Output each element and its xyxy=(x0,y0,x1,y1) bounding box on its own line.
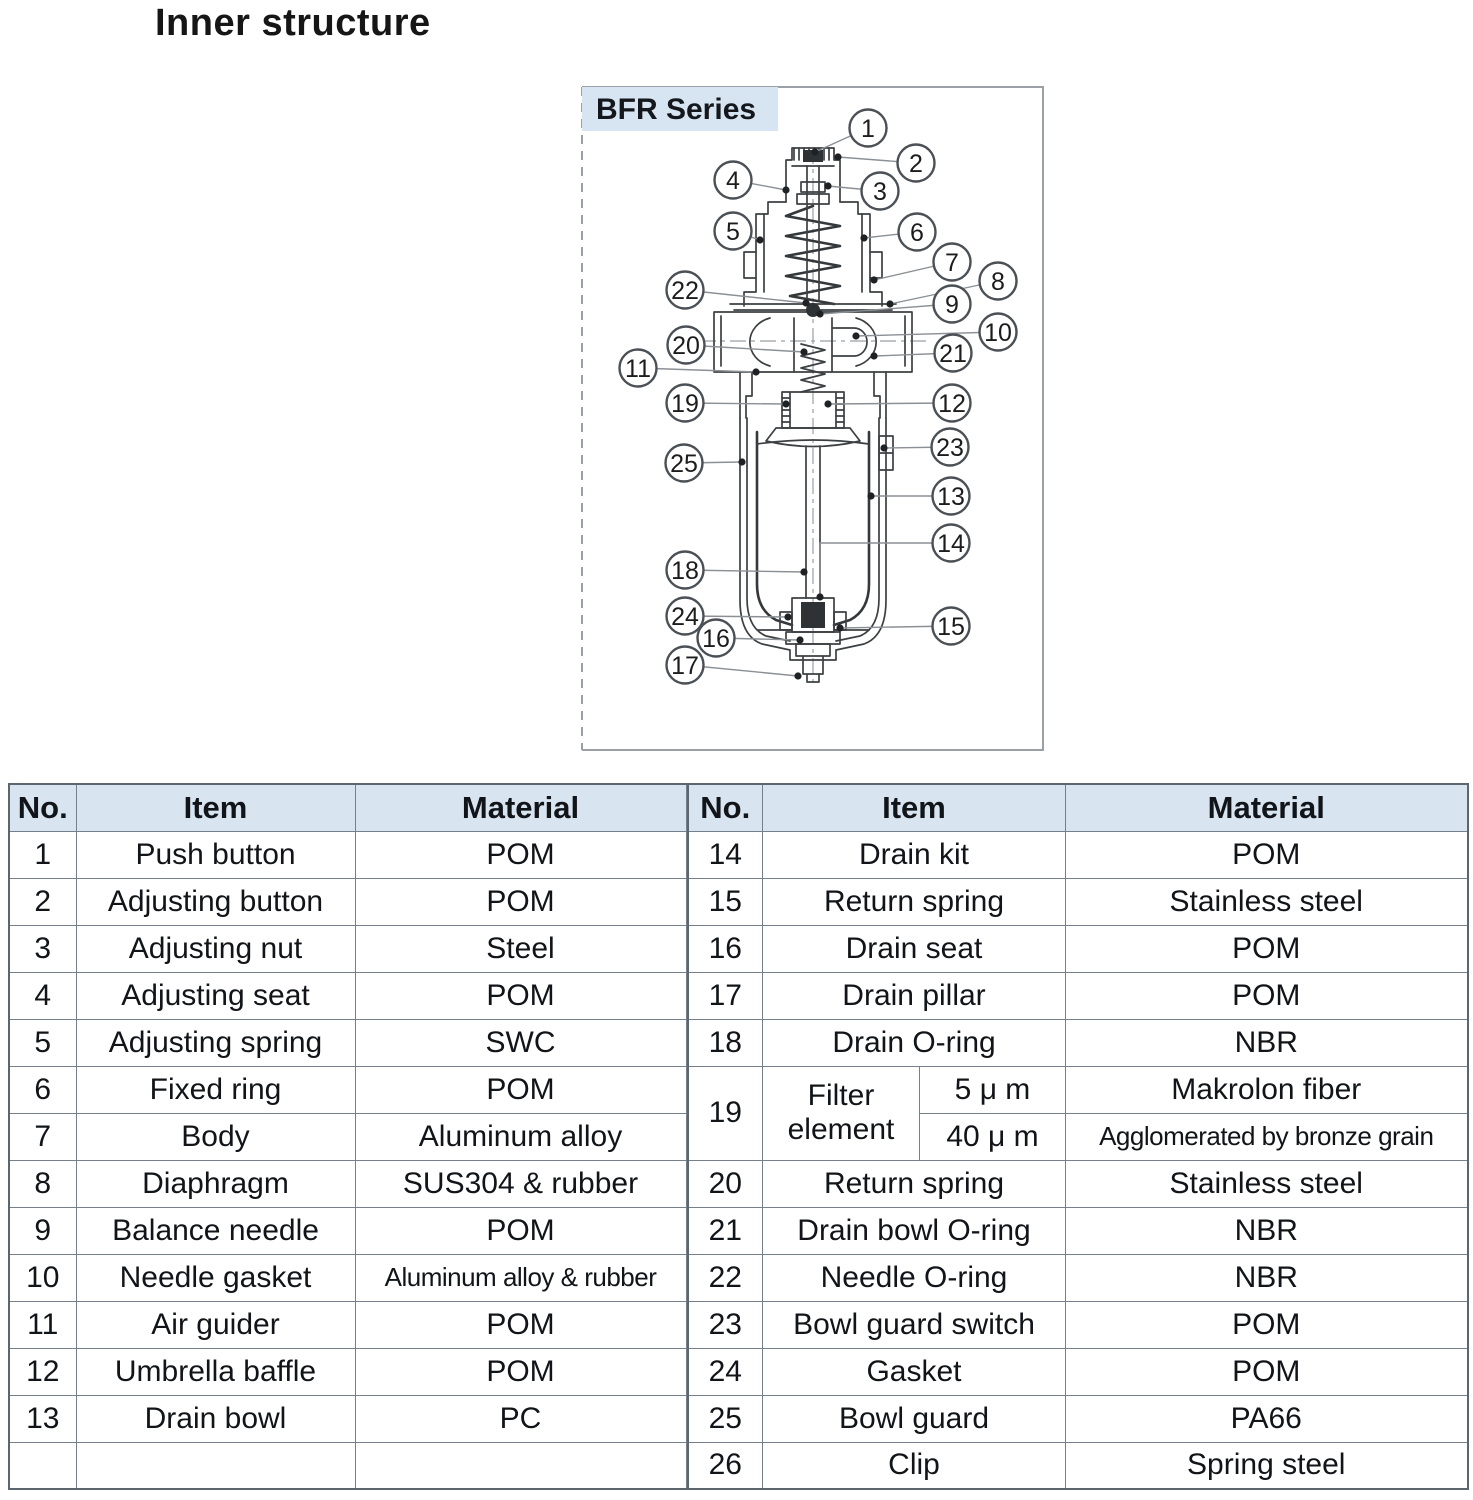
parts-table-left xyxy=(8,783,687,1490)
table-row xyxy=(9,925,686,972)
table-row xyxy=(9,972,686,1019)
table-row xyxy=(688,1019,1468,1066)
left-port-arc xyxy=(750,318,770,366)
callout-number: 17 xyxy=(671,651,699,680)
cell-material: Stainless steel xyxy=(1066,878,1468,925)
leader-dot-15 xyxy=(836,624,843,631)
callout-number: 7 xyxy=(945,248,959,277)
table-header-row xyxy=(9,784,686,831)
cell-material: Makrolon fiber xyxy=(1066,1066,1468,1113)
drain-kit-core xyxy=(801,602,825,628)
table-row xyxy=(9,1348,686,1395)
cell-item: Diaphragm xyxy=(76,1160,355,1207)
header-material: Material xyxy=(1066,784,1468,831)
leader-dot-9 xyxy=(816,310,823,317)
leader-dot-25 xyxy=(738,458,745,465)
cell-no: 17 xyxy=(688,972,763,1019)
cell-no: 21 xyxy=(688,1207,763,1254)
cell-no: 6 xyxy=(9,1066,76,1113)
cell-item: Push button xyxy=(76,831,355,878)
callout-number: 2 xyxy=(909,149,923,178)
cell-material: SUS304 & rubber xyxy=(355,1160,686,1207)
parts-table-right xyxy=(687,783,1469,1490)
table-row xyxy=(688,1348,1468,1395)
cell-material: POM xyxy=(1066,972,1468,1019)
cell-item: Return spring xyxy=(763,1160,1066,1207)
leader-dot-14 xyxy=(816,593,823,600)
cell-no: 3 xyxy=(9,925,76,972)
cell-grade: 40 μ m xyxy=(920,1113,1066,1160)
cell-item: Drain bowl xyxy=(76,1395,355,1442)
cell-item: Air guider xyxy=(76,1301,355,1348)
cell-item xyxy=(76,1442,355,1489)
table-row xyxy=(688,925,1468,972)
table-row xyxy=(688,831,1468,878)
bonnet-right xyxy=(840,202,882,306)
leader-dot-13 xyxy=(867,492,874,499)
cell-item: Needle O-ring xyxy=(763,1254,1066,1301)
callout-number: 16 xyxy=(702,624,730,653)
cell-no: 5 xyxy=(9,1019,76,1066)
cell-no: 1 xyxy=(9,831,76,878)
cell-material: POM xyxy=(355,831,686,878)
cell-no: 19 xyxy=(688,1066,763,1160)
table-row xyxy=(9,1301,686,1348)
cell-material: POM xyxy=(355,1301,686,1348)
cell-material: Steel xyxy=(355,925,686,972)
cell-no: 14 xyxy=(688,831,763,878)
table-row xyxy=(9,1019,686,1066)
leader-dot-10 xyxy=(852,332,859,339)
leader-dot-3 xyxy=(824,182,831,189)
callout-number: 15 xyxy=(937,612,965,641)
cell-material: POM xyxy=(1066,1301,1468,1348)
cell-no: 15 xyxy=(688,878,763,925)
cell-item: Drain bowl O-ring xyxy=(763,1207,1066,1254)
cell-item: Umbrella baffle xyxy=(76,1348,355,1395)
neck-right xyxy=(874,372,886,418)
table-row xyxy=(9,1066,686,1113)
leader-dot-7 xyxy=(870,276,877,283)
bfr-series-label: BFR Series xyxy=(596,93,757,126)
needle-gasket-pipe xyxy=(832,328,867,356)
header-item: Item xyxy=(763,784,1066,831)
callout-number: 5 xyxy=(726,217,740,246)
cell-item: Needle gasket xyxy=(76,1254,355,1301)
cell-no: 25 xyxy=(688,1395,763,1442)
cell-material: POM xyxy=(355,1207,686,1254)
cell-material: POM xyxy=(1066,1348,1468,1395)
cell-no: 18 xyxy=(688,1019,763,1066)
cell-item: Drain pillar xyxy=(763,972,1066,1019)
cell-material: NBR xyxy=(1066,1254,1468,1301)
cell-no xyxy=(9,1442,76,1489)
parts-tables xyxy=(8,783,1469,1490)
cell-material: Aluminum alloy & rubber xyxy=(355,1254,686,1301)
cell-item: Adjusting spring xyxy=(76,1019,355,1066)
cell-material: Stainless steel xyxy=(1066,1160,1468,1207)
cell-item: Clip xyxy=(763,1442,1066,1489)
callout-number: 8 xyxy=(991,267,1005,296)
cell-material: POM xyxy=(1066,925,1468,972)
cell-no: 26 xyxy=(688,1442,763,1489)
table-row xyxy=(9,1160,686,1207)
cell-item: Drain kit xyxy=(763,831,1066,878)
leader-dot-20 xyxy=(800,348,807,355)
cell-material: Spring steel xyxy=(1066,1442,1468,1489)
table-row xyxy=(688,1301,1468,1348)
cell-item: Balance needle xyxy=(76,1207,355,1254)
header-material: Material xyxy=(355,784,686,831)
cell-item: Filter element xyxy=(763,1066,920,1160)
cell-item: Body xyxy=(76,1113,355,1160)
callout-number: 14 xyxy=(937,529,965,558)
header-no: No. xyxy=(9,784,76,831)
leader-dot-22 xyxy=(802,299,809,306)
table-row xyxy=(688,1066,1468,1113)
callout-number: 13 xyxy=(937,482,965,511)
callout-number: 10 xyxy=(984,318,1012,347)
callout-number: 6 xyxy=(910,218,924,247)
cell-no: 20 xyxy=(688,1160,763,1207)
header-item: Item xyxy=(76,784,355,831)
cell-item: Gasket xyxy=(763,1348,1066,1395)
cell-item: Fixed ring xyxy=(76,1066,355,1113)
callout-number: 1 xyxy=(861,114,875,143)
callout-number: 23 xyxy=(936,433,964,462)
cell-no: 4 xyxy=(9,972,76,1019)
table-row xyxy=(9,1395,686,1442)
callout-number: 19 xyxy=(671,389,699,418)
cell-material: POM xyxy=(355,878,686,925)
cell-no: 24 xyxy=(688,1348,763,1395)
cell-material xyxy=(355,1442,686,1489)
cell-item: Bowl guard xyxy=(763,1395,1066,1442)
leader-dot-23 xyxy=(880,444,887,451)
callout-number: 18 xyxy=(671,556,699,585)
leader-dot-8 xyxy=(886,300,893,307)
table-header-row xyxy=(688,784,1468,831)
callout-number: 4 xyxy=(726,166,740,195)
callout-number: 11 xyxy=(625,354,651,383)
callout-number: 25 xyxy=(670,449,698,478)
cell-item: Drain seat xyxy=(763,925,1066,972)
cell-item: Adjusting button xyxy=(76,878,355,925)
cell-material: Agglomerated by bronze grain xyxy=(1066,1113,1468,1160)
leader-dot-16 xyxy=(796,636,803,643)
table-row xyxy=(9,1207,686,1254)
cell-no: 11 xyxy=(9,1301,76,1348)
cell-material: NBR xyxy=(1066,1207,1468,1254)
callouts xyxy=(620,110,1017,684)
callout-number: 3 xyxy=(873,177,887,206)
leader-dot-18 xyxy=(800,568,807,575)
leader-dot-6 xyxy=(860,234,867,241)
leader-dot-19 xyxy=(782,400,789,407)
table-row xyxy=(9,1254,686,1301)
table-row xyxy=(688,1160,1468,1207)
cell-no: 12 xyxy=(9,1348,76,1395)
bonnet-left xyxy=(744,202,786,306)
page-title: Inner structure xyxy=(155,2,431,44)
cell-no: 8 xyxy=(9,1160,76,1207)
cell-item: Bowl guard switch xyxy=(763,1301,1066,1348)
cell-material: SWC xyxy=(355,1019,686,1066)
table-row xyxy=(9,1442,686,1489)
cell-material: POM xyxy=(1066,831,1468,878)
table-row xyxy=(688,972,1468,1019)
table-row xyxy=(688,1254,1468,1301)
table-row xyxy=(688,1207,1468,1254)
callout-number: 20 xyxy=(672,331,700,360)
callout-number: 24 xyxy=(671,602,699,631)
leader-dot-17 xyxy=(794,672,801,679)
cell-item: Return spring xyxy=(763,878,1066,925)
leader-dot-24 xyxy=(784,613,791,620)
table-row xyxy=(688,1395,1468,1442)
leader-dot-4 xyxy=(782,186,789,193)
leader-dot-5 xyxy=(756,236,763,243)
cell-grade: 5 μ m xyxy=(920,1066,1066,1113)
leader-dot-12 xyxy=(824,400,831,407)
cell-material: PA66 xyxy=(1066,1395,1468,1442)
cell-no: 23 xyxy=(688,1301,763,1348)
callout-number: 12 xyxy=(938,389,966,418)
table-row xyxy=(688,878,1468,925)
header-no: No. xyxy=(688,784,763,831)
cell-no: 2 xyxy=(9,878,76,925)
leader-dot-1 xyxy=(811,148,818,155)
cell-material: PC xyxy=(355,1395,686,1442)
table-row xyxy=(9,1113,686,1160)
callout-number: 21 xyxy=(939,339,967,368)
cell-material: Aluminum alloy xyxy=(355,1113,686,1160)
cell-item: Drain O-ring xyxy=(763,1019,1066,1066)
neck-left xyxy=(740,372,752,418)
table-row xyxy=(688,1442,1468,1489)
cell-no: 22 xyxy=(688,1254,763,1301)
cell-no: 10 xyxy=(9,1254,76,1301)
cell-no: 9 xyxy=(9,1207,76,1254)
callout-number: 9 xyxy=(945,290,959,319)
leader-dot-11 xyxy=(752,368,759,375)
table-row xyxy=(9,878,686,925)
leader-dot-21 xyxy=(870,352,877,359)
cell-material: POM xyxy=(355,972,686,1019)
cell-no: 7 xyxy=(9,1113,76,1160)
cell-item: Adjusting nut xyxy=(76,925,355,972)
cell-material: POM xyxy=(355,1348,686,1395)
table-row xyxy=(9,831,686,878)
cell-material: NBR xyxy=(1066,1019,1468,1066)
cell-no: 13 xyxy=(9,1395,76,1442)
callout-number: 22 xyxy=(671,276,699,305)
leader-line-10 xyxy=(856,332,998,336)
cell-no: 16 xyxy=(688,925,763,972)
leader-dot-2 xyxy=(834,153,841,160)
cell-material: POM xyxy=(355,1066,686,1113)
cell-item: Adjusting seat xyxy=(76,972,355,1019)
